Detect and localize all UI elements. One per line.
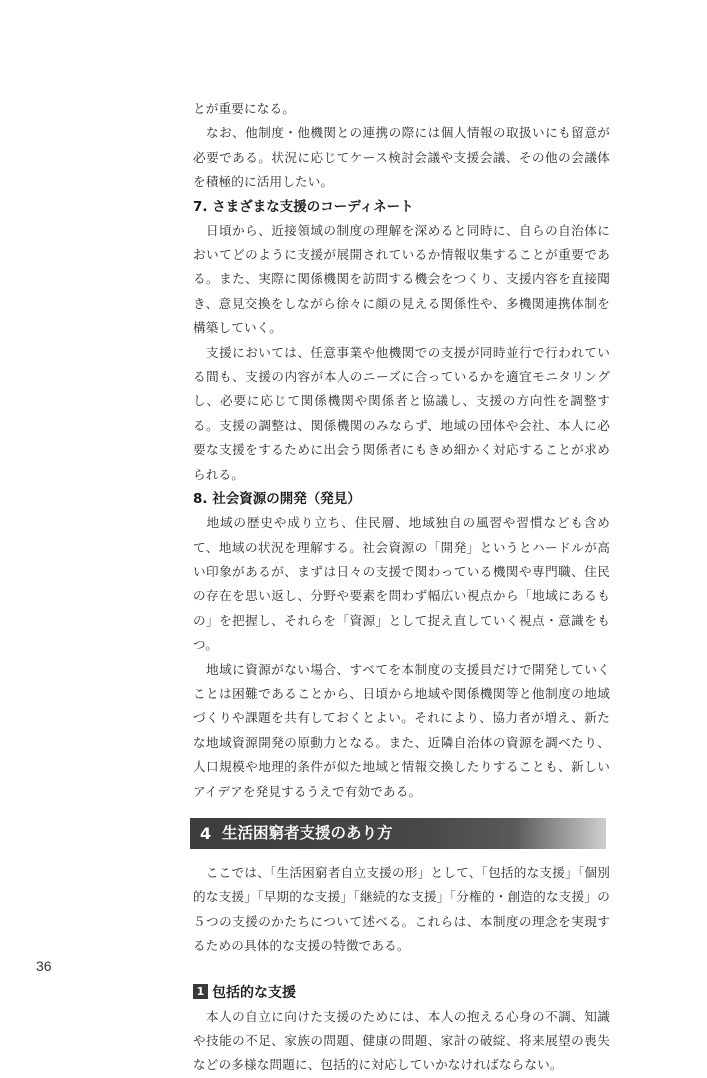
section-4-banner bbox=[190, 818, 606, 849]
item-7-paragraph-2: 支援においては、任意事業や他機関での支援が同時並行で行われている間も、支援の内容が本人のニーズに合っているかを適宜モニタリングし、必要に応じて関係機関や関係者と協議し、支援の方向性を調整する。支援の調整は、関係機関のみならず、地域の団体や会社、本人に必要な支援をするために出会う関係者にもきめ細かく対応することが求められる。 bbox=[193, 344, 610, 482]
subsection-1-paragraph: 本人の自立に向けた支援のためには、本人の抱える心身の不調、知識や技能の不足、家族の問題、健康の問題、家計の破綻、将来展望の喪失などの多様な問題に、包括的に対応していかなければならない。 bbox=[193, 1008, 610, 1073]
subsection-1-heading bbox=[193, 979, 610, 1005]
item-7-paragraph-1: 日頃から、近接領域の制度の理解を深めると同時に、自らの自治体においてどのように支援が展開されているか情報収集することが重要である。また、実際に関係機関を訪問する機会をつくり、支援内容を直接聞き、意見交換をしながら徐々に顔の見える関係性や、多機関連携体制を構築していく。 bbox=[193, 222, 610, 336]
subsection-1-number-box: 1 bbox=[193, 984, 208, 999]
intro-paragraph-2: なお、他制度・他機関との連携の際には個人情報の取扱いにも留意が必要である。状況に応じてケース検討会議や支援会議、その他の会議体を積極的に活用したい。 bbox=[193, 125, 610, 190]
item-8-paragraph-1: 地域の歴史や成り立ち、住民層、地域独自の風習や習慣なども含めて、地域の状況を理解する。社会資源の「開発」というとハードルが高い印象があるが、まずは日々の支援で関わっている機関や専門職、住民の存在を思い返し、分野や要素を問わず幅広い視点から「地域にあるもの」を把握し、それらを「資源」として捉え直していく視点・意識をもつ。 bbox=[193, 515, 610, 653]
banner-decoration-arc-inner bbox=[464, 818, 606, 849]
item-8-paragraph-2: 地域に資源がない場合、すべてを本制度の支援員だけで開発していくことは困難であることから、日頃から地域や関係機関等と他制度の地域づくりや課題を共有しておくとよい。それにより、協力者が増え、新たな地域資源開発の原動力となる。また、近隣自治体の資源を調べたり、人口規模や地理的条件が似た地域と情報交換したりすることも、新しいアイデアを発見するうえで有効である。 bbox=[193, 661, 610, 799]
page-number: 36 bbox=[36, 958, 52, 974]
section-4-number: 4 bbox=[200, 823, 212, 843]
intro-paragraph-1: とが重要になる。 bbox=[193, 101, 295, 116]
section-4-title: 生活困窮者支援のあり方 bbox=[222, 823, 393, 842]
section-4-paragraph: ここでは、「生活困窮者自立支援の形」として、「包括的な支援」「個別的な支援」「早期的な支援」「継続的な支援」「分権的・創造的な支援」の５つの支援のかたちについて述べる。これらは、本制度の理念を実現するための具体的な支援の特徴である。 bbox=[193, 864, 610, 954]
item-7-heading: 7. さまざまな支援のコーディネート bbox=[193, 198, 414, 215]
item-8-heading: 8. 社会資源の開発（発見） bbox=[193, 491, 361, 508]
subsection-1-title: 包括的な支援 bbox=[212, 984, 296, 1001]
page-body bbox=[193, 97, 610, 1078]
